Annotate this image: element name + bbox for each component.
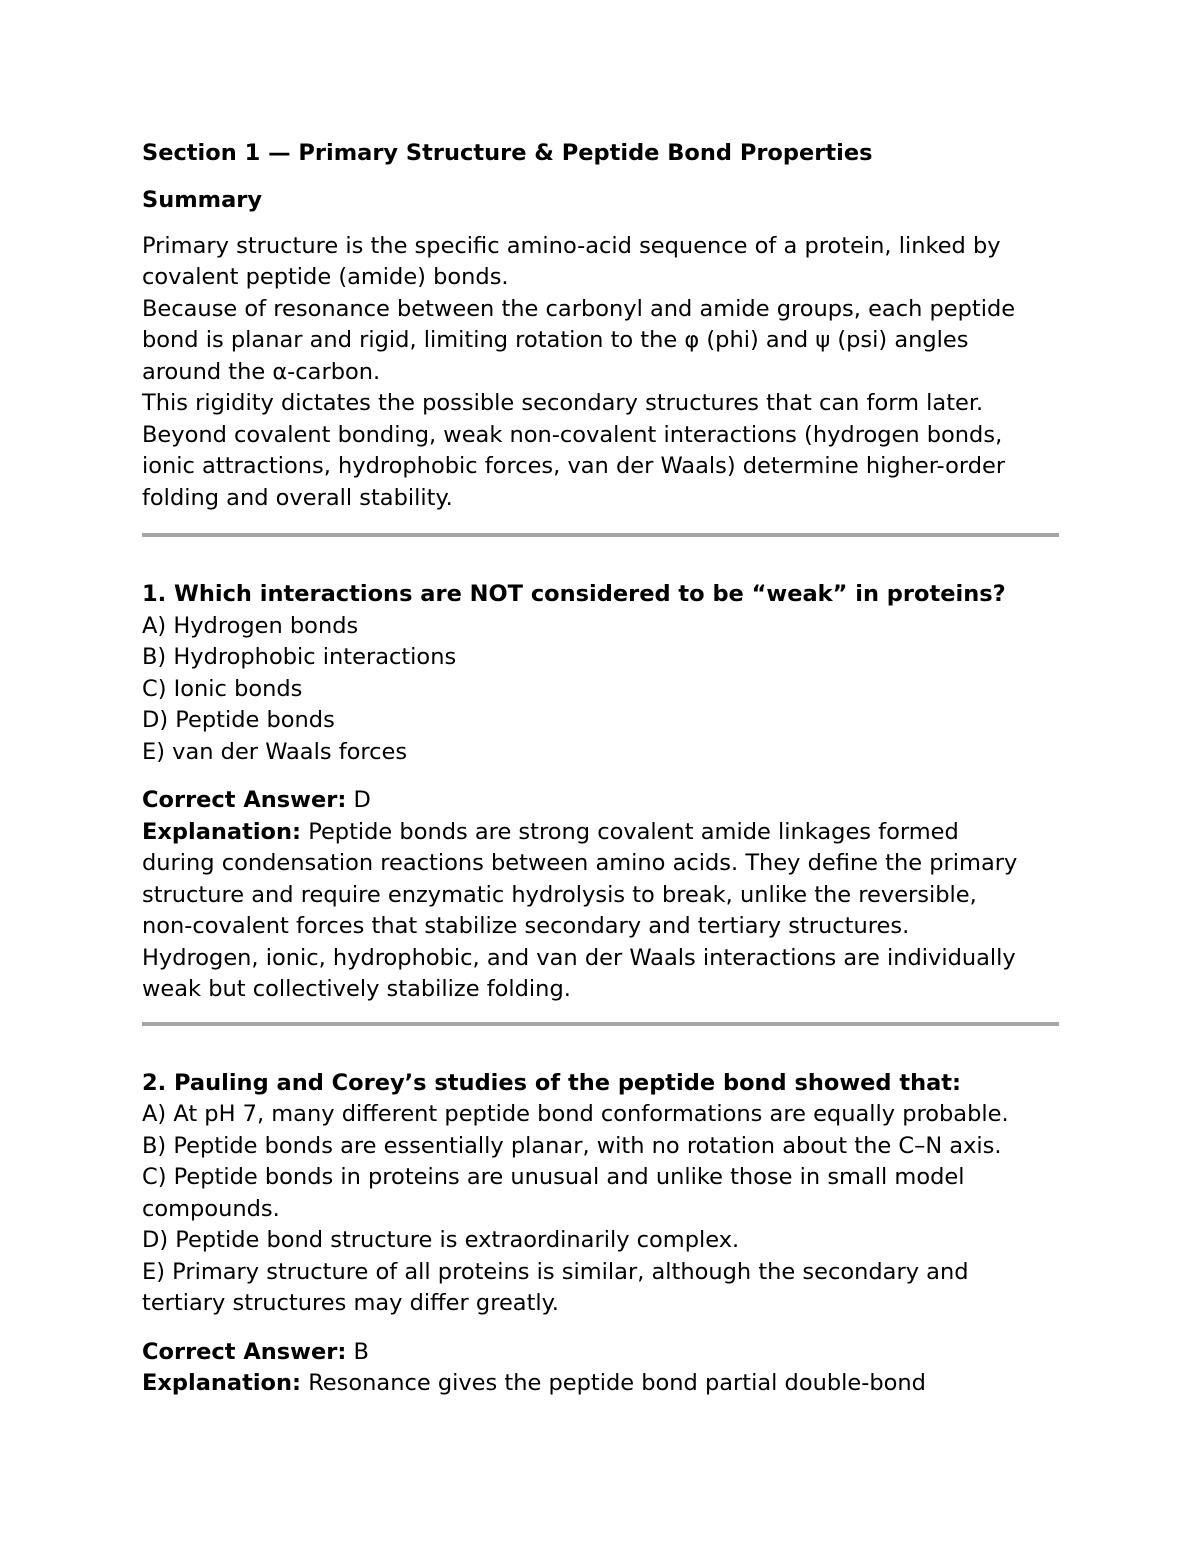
- document-page: [142, 138, 1062, 1400]
- explanation-text: Peptide bonds are strong covalent amide linkages formed: [308, 818, 959, 845]
- summary-line: Primary structure is the specific amino-acid sequence of a protein, linked by: [142, 232, 1001, 259]
- explanation-line: Hydrogen, ionic, hydrophobic, and van der Waals interactions are individually: [142, 944, 1016, 971]
- explanation-label: Explanation:: [142, 1370, 302, 1396]
- answer-option-continuation: tertiary structures may differ greatly.: [142, 1290, 559, 1316]
- explanation-line: [142, 1368, 1062, 1400]
- summary-line: covalent peptide (amide) bonds.: [142, 264, 509, 290]
- question-title: 2. Pauling and Corey’s studies of the peptide bond showed that:: [142, 1069, 962, 1096]
- summary-heading: Summary: [142, 187, 263, 213]
- correct-answer-label: Correct Answer:: [142, 787, 347, 813]
- summary-body: [142, 231, 1062, 515]
- answer-option: C) Peptide bonds in proteins are unusual and unlike those in small model: [142, 1164, 965, 1190]
- summary-line: ionic attractions, hydrophobic forces, van der Waals) determine higher-order: [142, 453, 1006, 479]
- explanation-text: Resonance gives the peptide bond partial double-bond: [308, 1370, 926, 1396]
- explanation-line: during condensation reactions between amino acids. They define the primary: [142, 850, 1018, 876]
- question-1: [142, 579, 1062, 768]
- correct-answer-line: [142, 785, 1062, 817]
- answer-option: D) Peptide bonds: [142, 707, 335, 733]
- answer-option: B) Hydrophobic interactions: [142, 644, 457, 670]
- answer-block-1: [142, 785, 1062, 1006]
- explanation-line: non-covalent forces that stabilize secondary and tertiary structures.: [142, 913, 910, 939]
- correct-answer-value: D: [353, 787, 371, 813]
- section-title: Section 1 — Primary Structure & Peptide Bond Properties: [142, 140, 873, 166]
- correct-answer-line: [142, 1337, 1062, 1369]
- explanation-label: Explanation:: [142, 818, 302, 845]
- question-title: 1. Which interactions are NOT considered to be “weak” in proteins?: [142, 581, 1006, 607]
- correct-answer-label: Correct Answer:: [142, 1338, 347, 1365]
- explanation-line: weak but collectively stabilize folding.: [142, 976, 571, 1002]
- summary-line: folding and overall stability.: [142, 484, 453, 511]
- answer-block-2: [142, 1337, 1062, 1400]
- correct-answer-value: B: [353, 1338, 369, 1365]
- answer-option: D) Peptide bond structure is extraordinarily complex.: [142, 1227, 740, 1253]
- summary-line: Beyond covalent bonding, weak non-covalent interactions (hydrogen bonds,: [142, 421, 1003, 448]
- answer-option: A) Hydrogen bonds: [142, 612, 359, 639]
- horizontal-divider: [142, 533, 1059, 537]
- answer-option: E) van der Waals forces: [142, 738, 408, 765]
- explanation-line: [142, 817, 1062, 849]
- summary-line: bond is planar and rigid, limiting rotation to the φ (phi) and ψ (psi) angles: [142, 327, 969, 353]
- answer-option: A) At pH 7, many different peptide bond conformations are equally probable.: [142, 1101, 1009, 1127]
- summary-line: Because of resonance between the carbonyl and amide groups, each peptide: [142, 295, 1016, 322]
- summary-line: This rigidity dictates the possible secondary structures that can form later.: [142, 390, 984, 416]
- answer-option: C) Ionic bonds: [142, 675, 303, 702]
- answer-option: E) Primary structure of all proteins is similar, although the secondary and: [142, 1258, 969, 1285]
- horizontal-divider: [142, 1022, 1059, 1026]
- question-2: [142, 1068, 1062, 1320]
- answer-option: B) Peptide bonds are essentially planar, with no rotation about the C–N axis.: [142, 1132, 1002, 1159]
- summary-line: around the α-carbon.: [142, 358, 381, 385]
- answer-option-continuation: compounds.: [142, 1195, 280, 1222]
- explanation-line: structure and require enzymatic hydrolysis to break, unlike the reversible,: [142, 881, 977, 908]
